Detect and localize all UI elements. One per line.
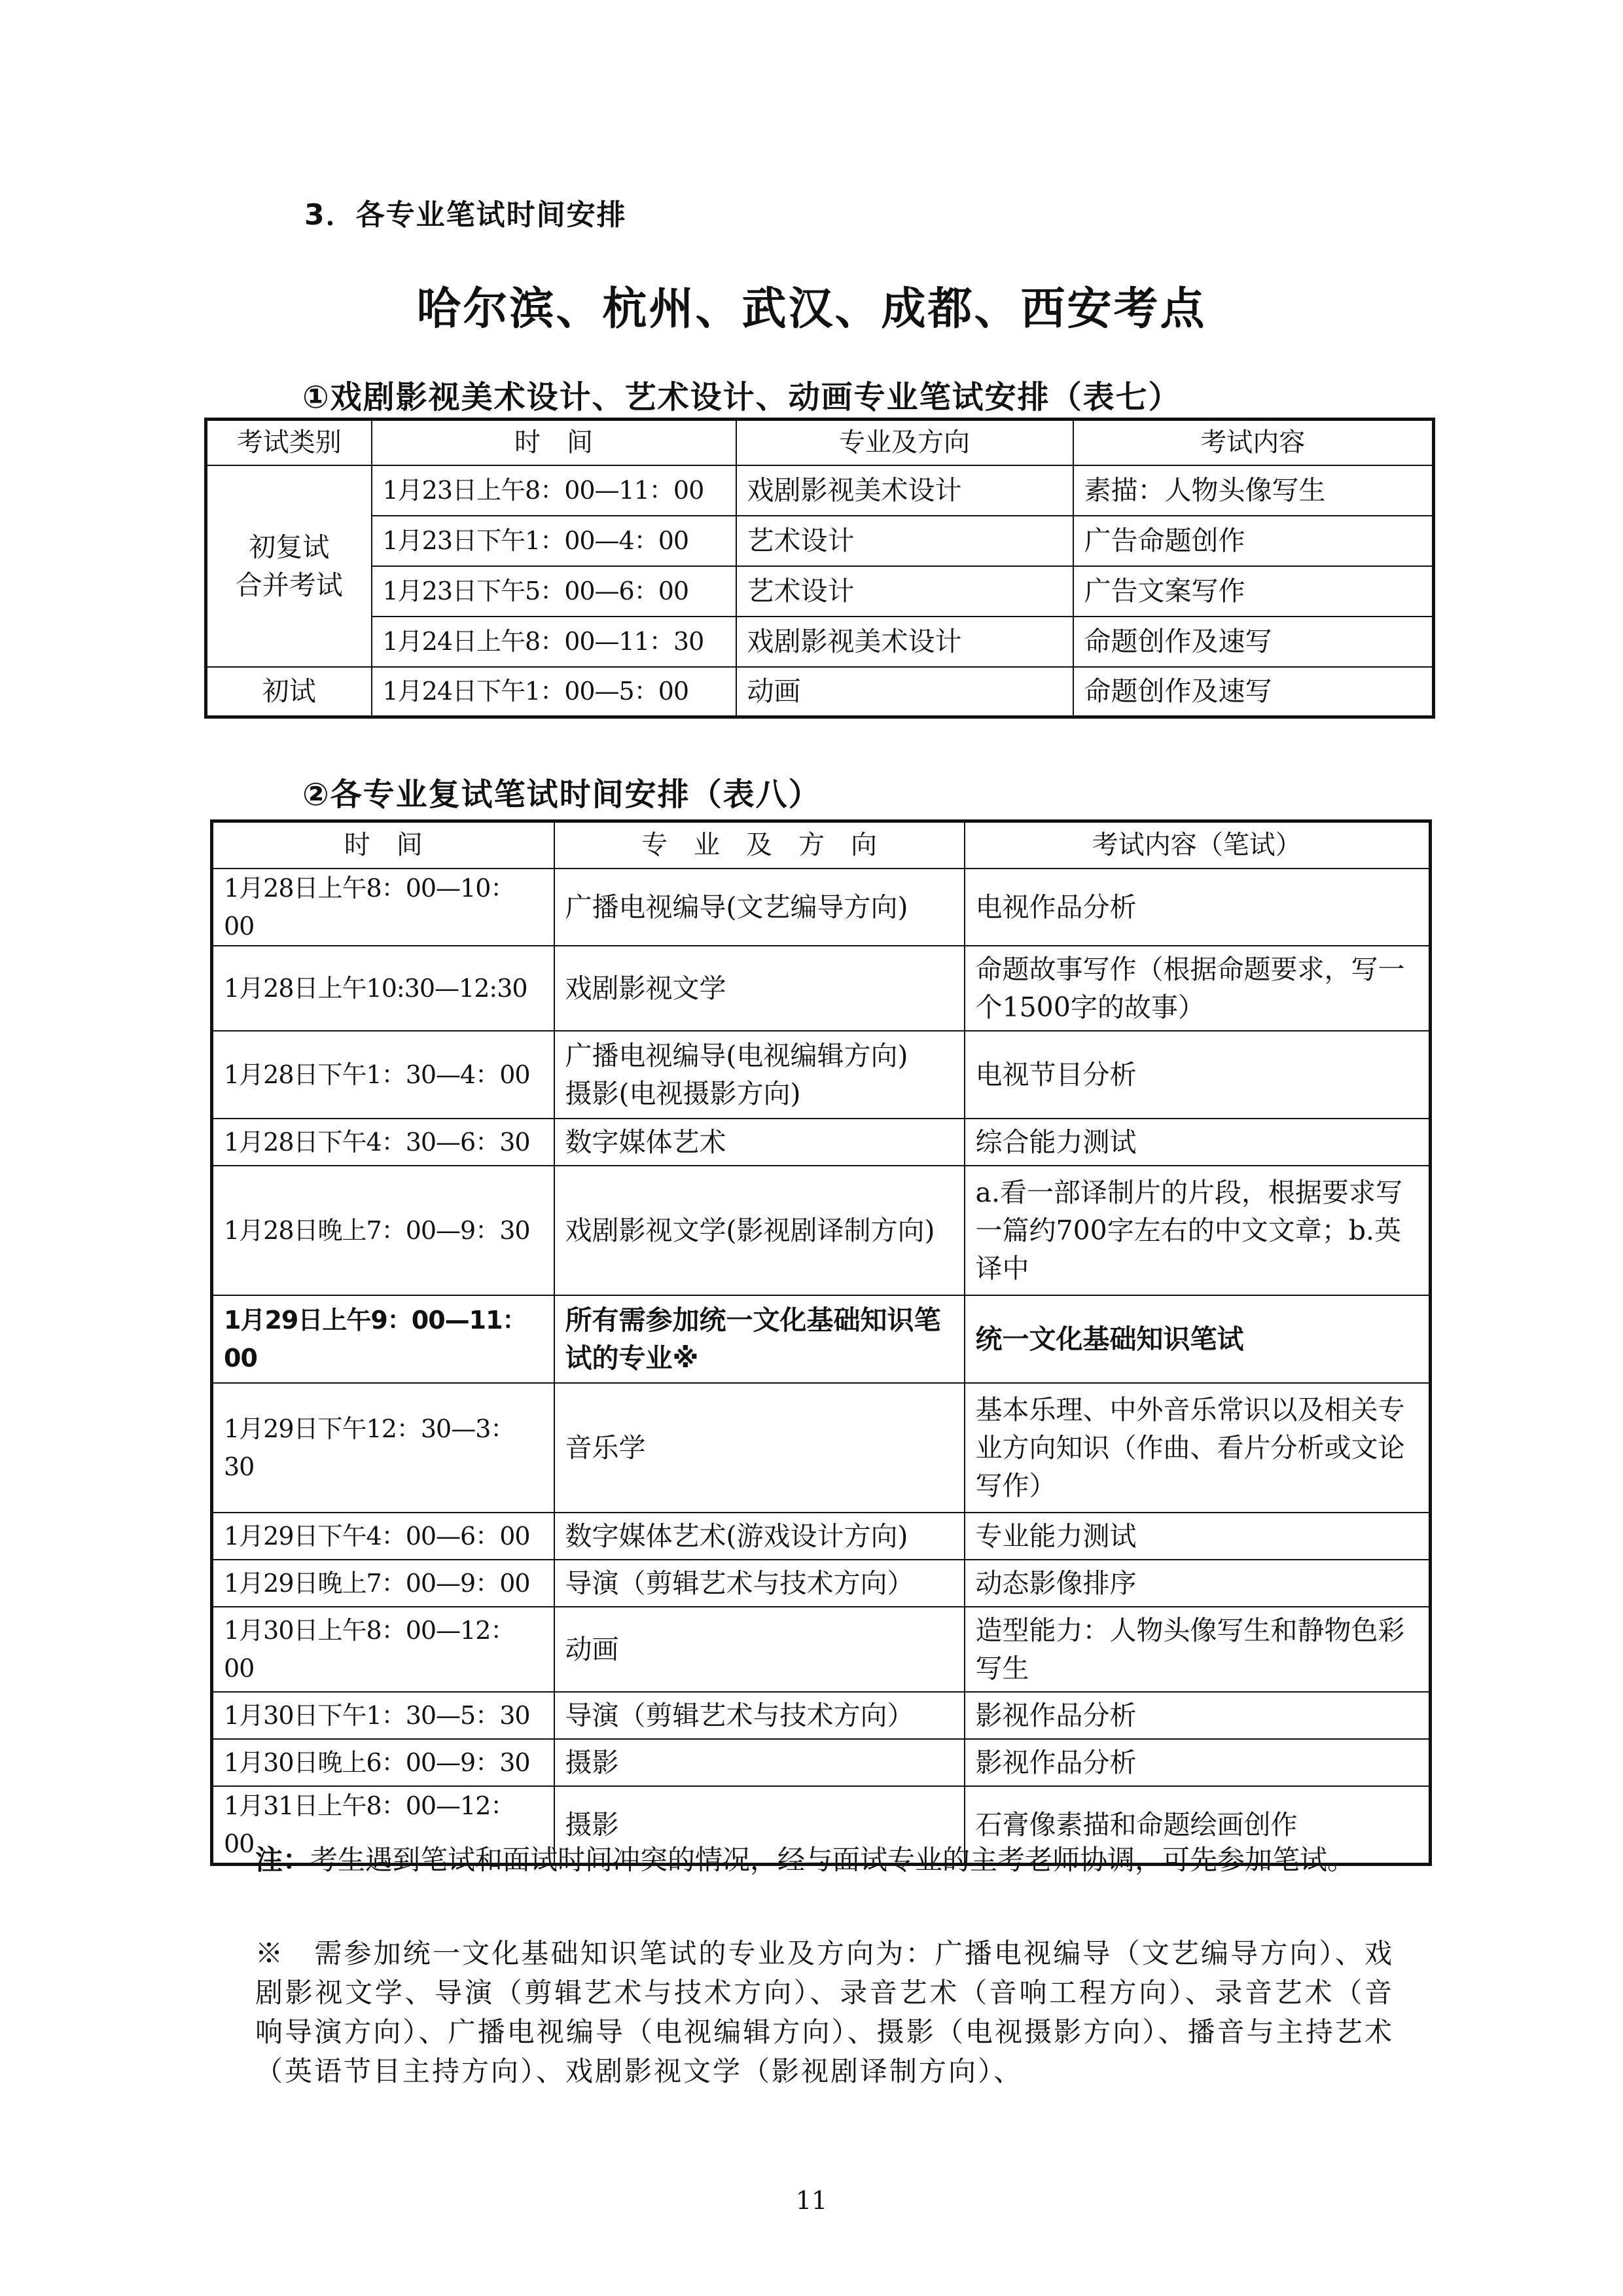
content-cell: 基本乐理、中外音乐常识以及相关专业方向知识（作曲、看片分析或文论写作） <box>965 1383 1431 1513</box>
major-cell: 所有需参加统一文化基础知识笔试的专业※ <box>554 1295 965 1383</box>
content-cell: 命题创作及速写 <box>1073 667 1434 717</box>
major-cell: 摄影 <box>554 1739 965 1786</box>
header-time: 时 间 <box>212 821 554 869</box>
table-row <box>212 1560 1431 1607</box>
table-row <box>206 516 1434 566</box>
time-cell: 1月23日下午1：00—4：00 <box>372 516 736 566</box>
note-time-conflict <box>255 1840 1394 1880</box>
major-cell: 动画 <box>554 1607 965 1692</box>
content-cell: 广告命题创作 <box>1073 516 1434 566</box>
content-cell: 命题创作及速写 <box>1073 617 1434 667</box>
content-cell: a.看一部译制片的片段，根据要求写一篇约700字左右的中文文章；b.英译中 <box>965 1166 1431 1295</box>
major-cell: 戏剧影视文学 <box>554 946 965 1031</box>
major-cell: 广播电视编导(文艺编导方向) <box>554 869 965 946</box>
note-culture-exam-majors: ※ 需参加统一文化基础知识笔试的专业及方向为：广播电视编导（文艺编导方向）、戏剧影视文学、导演（剪辑艺术与技术方向）、录音艺术（音响工程方向）、录音艺术（音响导演方向）、广播电视编导（电视编辑方向）、摄影（电视摄影方向）、播音与主持艺术（英语节目主持方向）、戏剧影视文学（影视剧译制方向）、 <box>255 1937 1394 2087</box>
page-number: 11 <box>795 2186 828 2215</box>
category-label-line1: 初复试 <box>249 531 330 563</box>
major-cell: 音乐学 <box>554 1383 965 1513</box>
table-header-row <box>206 420 1434 465</box>
header-major: 专 业 及 方 向 <box>554 821 965 869</box>
table-row <box>212 946 1431 1031</box>
major-cell: 戏剧影视美术设计 <box>736 465 1073 516</box>
table-row <box>212 1295 1431 1383</box>
content-cell: 动态影像排序 <box>965 1560 1431 1607</box>
table-row <box>206 566 1434 617</box>
content-cell: 电视节目分析 <box>965 1031 1431 1119</box>
section-heading: 3．各专业笔试时间安排 <box>304 198 627 232</box>
time-cell: 1月24日下午1：00—5：00 <box>372 667 736 717</box>
time-cell: 1月28日晚上7：00—9：30 <box>212 1166 554 1295</box>
header-major: 专业及方向 <box>736 420 1073 465</box>
major-cell: 数字媒体艺术(游戏设计方向) <box>554 1513 965 1560</box>
table-row <box>212 1692 1431 1739</box>
time-cell: 1月29日下午12：30—3：30 <box>212 1383 554 1513</box>
table-header-row <box>212 821 1431 869</box>
major-cell: 摄影 <box>554 1786 965 1865</box>
table-row <box>206 465 1434 516</box>
header-time: 时 间 <box>372 420 736 465</box>
table-row <box>212 1166 1431 1295</box>
table-row <box>212 869 1431 946</box>
table-row <box>212 1513 1431 1560</box>
table-row <box>212 1031 1431 1119</box>
time-cell: 1月29日晚上7：00—9：00 <box>212 1560 554 1607</box>
exam-schedule-table-7 <box>204 418 1435 719</box>
content-cell: 造型能力：人物头像写生和静物色彩写生 <box>965 1607 1431 1692</box>
content-cell: 广告文案写作 <box>1073 566 1434 617</box>
content-cell: 影视作品分析 <box>965 1692 1431 1739</box>
content-cell: 统一文化基础知识笔试 <box>965 1295 1431 1383</box>
header-content: 考试内容（笔试） <box>965 821 1431 869</box>
major-line-1: 广播电视编导(电视编辑方向) <box>565 1039 908 1071</box>
table-row <box>212 1739 1431 1786</box>
table-row <box>212 1119 1431 1166</box>
content-cell: 石膏像素描和命题绘画创作 <box>965 1786 1431 1865</box>
table7-caption: ①戏剧影视美术设计、艺术设计、动画专业笔试安排（表七） <box>302 379 1181 416</box>
major-cell: 动画 <box>736 667 1073 717</box>
content-cell: 影视作品分析 <box>965 1739 1431 1786</box>
major-line-2: 摄影(电视摄影方向) <box>565 1077 801 1109</box>
content-cell: 素描：人物头像写生 <box>1073 465 1434 516</box>
table-row <box>206 667 1434 717</box>
time-cell: 1月23日下午5：00—6：00 <box>372 566 736 617</box>
table-row <box>212 1607 1431 1692</box>
category-cell: 初试 <box>206 667 372 717</box>
time-cell: 1月31日上午8：00—12：00 <box>212 1786 554 1865</box>
time-cell: 1月28日下午1：30—4：00 <box>212 1031 554 1119</box>
table-row <box>206 617 1434 667</box>
major-cell: 戏剧影视美术设计 <box>736 617 1073 667</box>
major-cell <box>554 1031 965 1119</box>
time-cell: 1月28日上午10:30—12:30 <box>212 946 554 1031</box>
time-cell: 1月23日上午8：00—11：00 <box>372 465 736 516</box>
major-cell: 艺术设计 <box>736 516 1073 566</box>
content-cell: 专业能力测试 <box>965 1513 1431 1560</box>
time-cell: 1月29日下午4：00—6：00 <box>212 1513 554 1560</box>
content-cell: 综合能力测试 <box>965 1119 1431 1166</box>
time-cell: 1月29日上午9：00—11：00 <box>212 1295 554 1383</box>
venue-title: 哈尔滨、杭州、武汉、成都、西安考点 <box>416 283 1207 335</box>
content-cell: 电视作品分析 <box>965 869 1431 946</box>
content-cell: 命题故事写作（根据命题要求，写一个1500字的故事） <box>965 946 1431 1031</box>
header-category: 考试类别 <box>206 420 372 465</box>
time-cell: 1月28日上午8：00—10：00 <box>212 869 554 946</box>
time-cell: 1月28日下午4：30—6：30 <box>212 1119 554 1166</box>
note-label: 注： <box>255 1844 311 1876</box>
major-cell: 戏剧影视文学(影视剧译制方向) <box>554 1166 965 1295</box>
table8-caption: ②各专业复试笔试时间安排（表八） <box>302 776 821 813</box>
time-cell: 1月30日上午8：00—12：00 <box>212 1607 554 1692</box>
major-cell: 艺术设计 <box>736 566 1073 617</box>
exam-schedule-table-8 <box>210 819 1432 1866</box>
category-cell <box>206 465 372 667</box>
time-cell: 1月24日上午8：00—11：30 <box>372 617 736 667</box>
note-text: 考生遇到笔试和面试时间冲突的情况，经与面试专业的主考老师协调，可先参加笔试。 <box>310 1844 1355 1876</box>
header-content: 考试内容 <box>1073 420 1434 465</box>
major-cell: 导演（剪辑艺术与技术方向） <box>554 1692 965 1739</box>
category-label-line2: 合并考试 <box>235 569 343 601</box>
time-cell: 1月30日晚上6：00—9：30 <box>212 1739 554 1786</box>
time-cell: 1月30日下午1：30—5：30 <box>212 1692 554 1739</box>
major-cell: 导演（剪辑艺术与技术方向） <box>554 1560 965 1607</box>
table-row <box>212 1383 1431 1513</box>
major-cell: 数字媒体艺术 <box>554 1119 965 1166</box>
